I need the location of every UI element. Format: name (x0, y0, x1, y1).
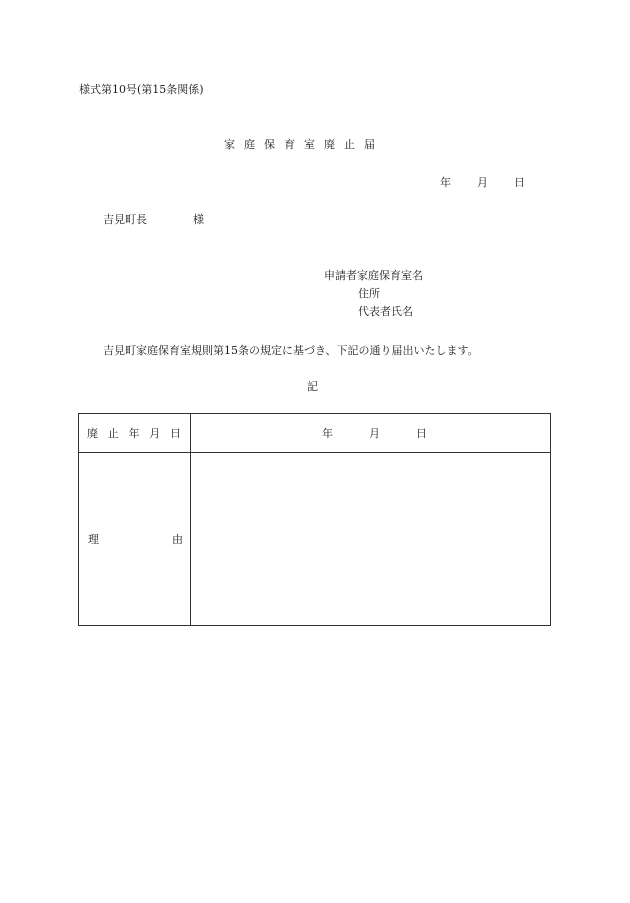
document-title: 家庭保育室廃止届 (224, 138, 384, 151)
closure-date-day: 日 (416, 427, 427, 440)
facility-name-label: 申請者家庭保育室名 (324, 269, 423, 282)
submission-date-day: 日 (514, 176, 525, 189)
submission-date-year: 年 (440, 176, 451, 189)
closure-date-label-char: 日 (170, 427, 181, 440)
closure-date-label-char: 止 (107, 427, 119, 440)
submission-date (440, 174, 525, 190)
form-number: 様式第10号(第15条関係) (79, 83, 204, 96)
closure-date-label-char: 月 (149, 427, 161, 440)
reason-field[interactable] (191, 453, 551, 626)
reason-label-char: 由 (172, 533, 183, 546)
reason-label-char: 理 (88, 533, 99, 546)
applicant-block (324, 267, 423, 321)
closure-date-field[interactable] (191, 414, 551, 453)
addressee (103, 211, 204, 227)
closure-date-label-char: 年 (128, 427, 140, 440)
closure-date-year: 年 (322, 427, 333, 440)
closure-date-label-char: 廃 (87, 427, 98, 440)
body-text: 吉見町家庭保育室規則第15条の規定に基づき、下記の通り届出いたします。 (103, 344, 479, 357)
submission-date-month: 月 (477, 176, 488, 189)
form-table (78, 413, 551, 626)
table-row-reason (79, 453, 551, 626)
address-label: 住所 (358, 287, 380, 300)
ki-heading: 記 (307, 380, 318, 393)
representative-label: 代表者氏名 (358, 305, 413, 318)
closure-date-label (79, 414, 191, 453)
closure-date-month: 月 (369, 427, 380, 440)
addressee-honorific: 様 (193, 213, 204, 226)
addressee-name: 吉見町長 (103, 213, 147, 226)
table-row-closure-date (79, 414, 551, 453)
reason-label (79, 453, 191, 626)
